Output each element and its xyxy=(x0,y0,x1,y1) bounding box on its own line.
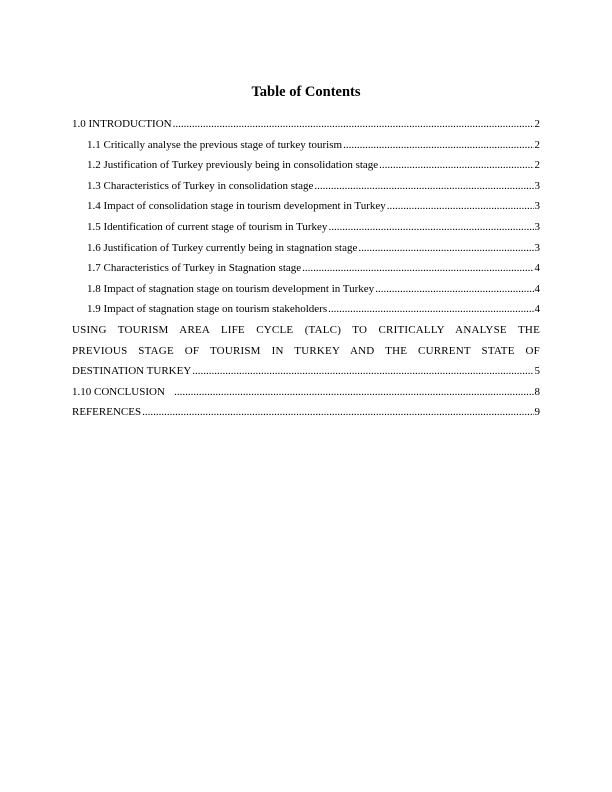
toc-entry-label: 1.4 Impact of consolidation stage in tourism development in Turkey xyxy=(87,200,386,213)
dot-leader xyxy=(173,114,534,135)
toc-entry-page: 4 xyxy=(534,303,540,316)
toc-entry-page: 8 xyxy=(534,385,540,398)
toc-entry-1-5[interactable] xyxy=(72,217,540,238)
toc-entry-page: 9 xyxy=(534,406,540,419)
toc-entry-label: 1.1 Critically analyse the previous stage of turkey tourism xyxy=(87,138,343,151)
toc-entry-label: 1.3 Characteristics of Turkey in consolidation stage xyxy=(87,179,314,192)
dot-leader xyxy=(328,299,533,320)
toc-entry-1-8[interactable] xyxy=(72,279,540,300)
toc-entry-label: 1.8 Impact of stagnation stage on tourism development in Turkey xyxy=(87,282,375,295)
toc-entry-line xyxy=(72,341,540,362)
dot-leader xyxy=(358,238,533,259)
toc-entry-1-2[interactable] xyxy=(72,155,540,176)
toc-entry-1-3[interactable] xyxy=(72,176,540,197)
toc-entry-label: DESTINATION TURKEY xyxy=(72,365,192,378)
toc-entry-page: 3 xyxy=(534,220,540,233)
toc-entry-page: 2 xyxy=(534,159,540,172)
toc-entry-page: 4 xyxy=(534,262,540,275)
dot-leader xyxy=(192,361,533,382)
dot-leader xyxy=(379,155,533,176)
toc-entry-label: REFERENCES xyxy=(72,406,142,419)
dot-leader xyxy=(343,135,533,156)
toc-title: Table of Contents xyxy=(251,84,361,100)
toc-entry-label: 1.6 Justification of Turkey currently being in stagnation stage xyxy=(87,241,358,254)
toc-entry-1-7[interactable] xyxy=(72,258,540,279)
dot-leader xyxy=(142,402,533,423)
toc-entry-1-9[interactable] xyxy=(72,299,540,320)
toc-entry-1-6[interactable] xyxy=(72,238,540,259)
toc-entry-page: 3 xyxy=(534,179,540,192)
toc-entry-1-1[interactable] xyxy=(72,135,540,156)
toc-entry-line xyxy=(72,361,540,382)
dot-leader xyxy=(328,217,533,238)
dot-leader xyxy=(375,279,533,300)
toc-entry-page: 4 xyxy=(534,282,540,295)
dot-leader xyxy=(314,176,533,197)
toc-entry-introduction[interactable] xyxy=(72,114,540,135)
dot-leader xyxy=(387,196,534,217)
toc-entry-talc[interactable] xyxy=(72,320,540,382)
toc-entry-page: 2 xyxy=(534,138,540,151)
toc-entry-page: 3 xyxy=(534,200,540,213)
toc-entry-line xyxy=(72,320,540,341)
toc-entry-text: USING TOURISM AREA LIFE CYCLE (TALC) TO CRITICALLY ANALYSE THE xyxy=(72,323,540,336)
toc-entry-page: 2 xyxy=(534,118,540,130)
toc-entry-label: 1.0 INTRODUCTION xyxy=(72,118,172,130)
toc-entry-label: 1.5 Identification of current stage of tourism in Turkey xyxy=(87,220,328,233)
toc-entry-label: 1.10 CONCLUSION xyxy=(72,385,174,398)
toc-entry-label: 1.2 Justification of Turkey previously being in consolidation stage xyxy=(87,159,379,172)
toc-entry-text: PREVIOUS STAGE OF TOURISM IN TURKEY AND THE CURRENT STATE OF xyxy=(72,344,540,357)
toc-entry-page: 3 xyxy=(534,241,540,254)
dot-leader xyxy=(174,382,533,403)
table-of-contents xyxy=(72,114,540,423)
toc-entry-1-4[interactable] xyxy=(72,196,540,217)
toc-entry-references[interactable] xyxy=(72,402,540,423)
toc-entry-page: 5 xyxy=(534,365,540,378)
toc-entry-label: 1.7 Characteristics of Turkey in Stagnation stage xyxy=(87,262,302,275)
dot-leader xyxy=(302,258,533,279)
toc-entry-label: 1.9 Impact of stagnation stage on tourism stakeholders xyxy=(87,303,328,316)
toc-entry-conclusion[interactable] xyxy=(72,382,540,403)
